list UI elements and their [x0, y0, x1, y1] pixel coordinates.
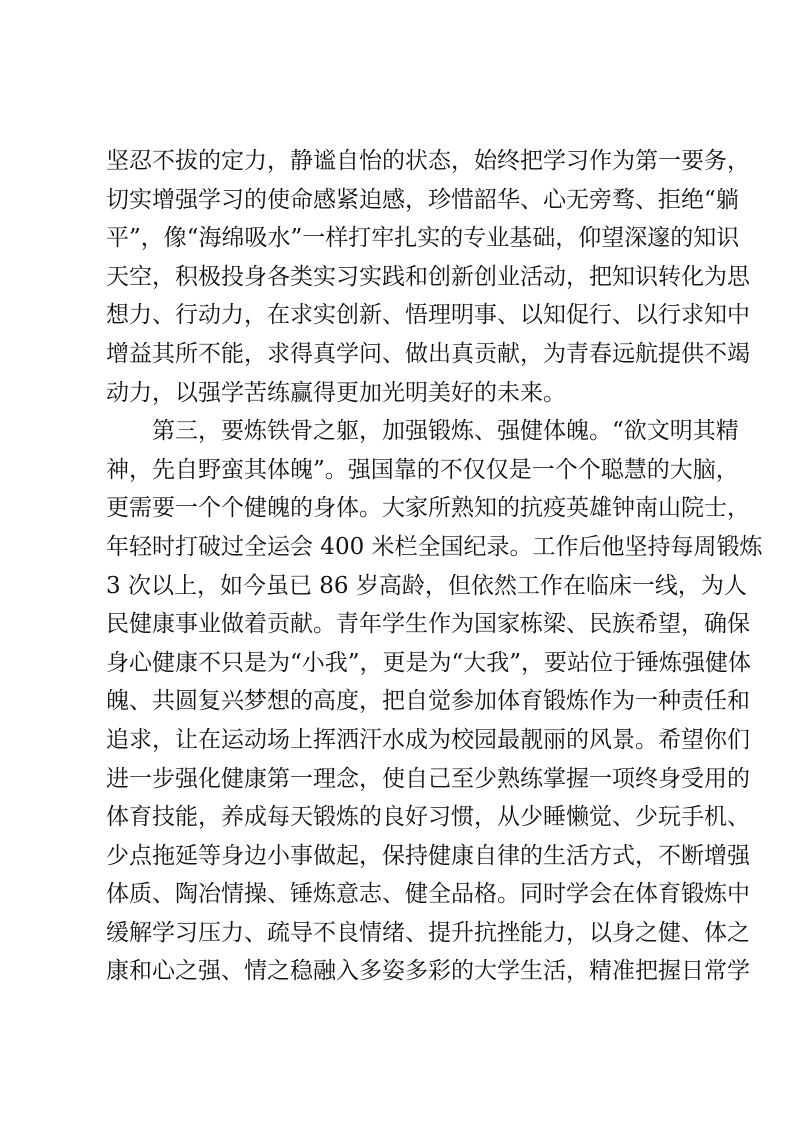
text-line-17: 进一步强化健康第一理念，使自己至少熟练掌握一项终身受用的 [106, 765, 750, 792]
text-line-7: 动力，以强学苦练赢得更加光明美好的未来。 [106, 379, 566, 406]
text-line-1: 坚忍不拔的定力，静谧自怡的状态，始终把学习作为第一要务， [106, 148, 750, 174]
text-line-15: 魄、共圆复兴梦想的高度，把自觉参加体育锻炼作为一种责任和 [106, 688, 750, 715]
text-line-6: 增益其所不能，求得真学问、做出真贡献，为青春远航提供不竭 [106, 340, 750, 367]
text-line-12: 3 次以上，如今虽已 86 岁高龄，但依然工作在临床一线，为人 [106, 572, 747, 599]
text-line-21: 缓解学习压力、疏导不良情绪、提升抗挫能力，以身之健、体之 [106, 919, 750, 946]
text-line-9: 神，先自野蛮其体魄”。强国靠的不仅仅是一个个聪慧的大脑， [106, 456, 739, 483]
text-line-11: 年轻时打破过全运会 400 米栏全国纪录。工作后他坚持每周锻炼 [106, 533, 763, 560]
text-line-16: 追求，让在运动场上挥洒汗水成为校园最靓丽的风景。希望你们 [106, 726, 750, 753]
text-line-20: 体质、陶冶情操、锤炼意志、健全品格。同时学会在体育锻炼中 [106, 881, 750, 908]
text-line-4: 天空，积极投身各类实习实践和创新创业活动，把知识转化为思 [106, 263, 750, 290]
text-line-5: 想力、行动力，在求实创新、悟理明事、以知促行、以行求知中 [106, 302, 750, 329]
document-body [106, 142, 763, 991]
text-line-14: 身心健康不只是为“小我”，更是为“大我”，要站位于锤炼强健体 [106, 649, 752, 676]
text-line-13: 民健康事业做着贡献。青年学生作为国家栋梁、民族希望，确保 [106, 611, 750, 638]
text-line-18: 体育技能，养成每天锻炼的良好习惯，从少睡懒觉、少玩手机、 [106, 804, 750, 831]
text-line-19: 少点拖延等身边小事做起，保持健康自律的生活方式，不断增强 [106, 842, 750, 869]
text-line-8: 第三，要炼铁骨之躯，加强锻炼、强健体魄。“欲文明其精 [152, 418, 739, 445]
text-line-10: 更需要一个个健魄的身体。大家所熟知的抗疫英雄钟南山院士， [106, 495, 750, 522]
text-line-2: 切实增强学习的使命感紧迫感，珍惜韶华、心无旁骛、拒绝“躺 [106, 186, 739, 213]
text-line-3: 平”，像“海绵吸水”一样打牢扎实的专业基础，仰望深邃的知识 [106, 225, 740, 252]
text-line-22: 康和心之强、情之稳融入多姿多彩的大学生活，精准把握日常学 [106, 958, 750, 985]
